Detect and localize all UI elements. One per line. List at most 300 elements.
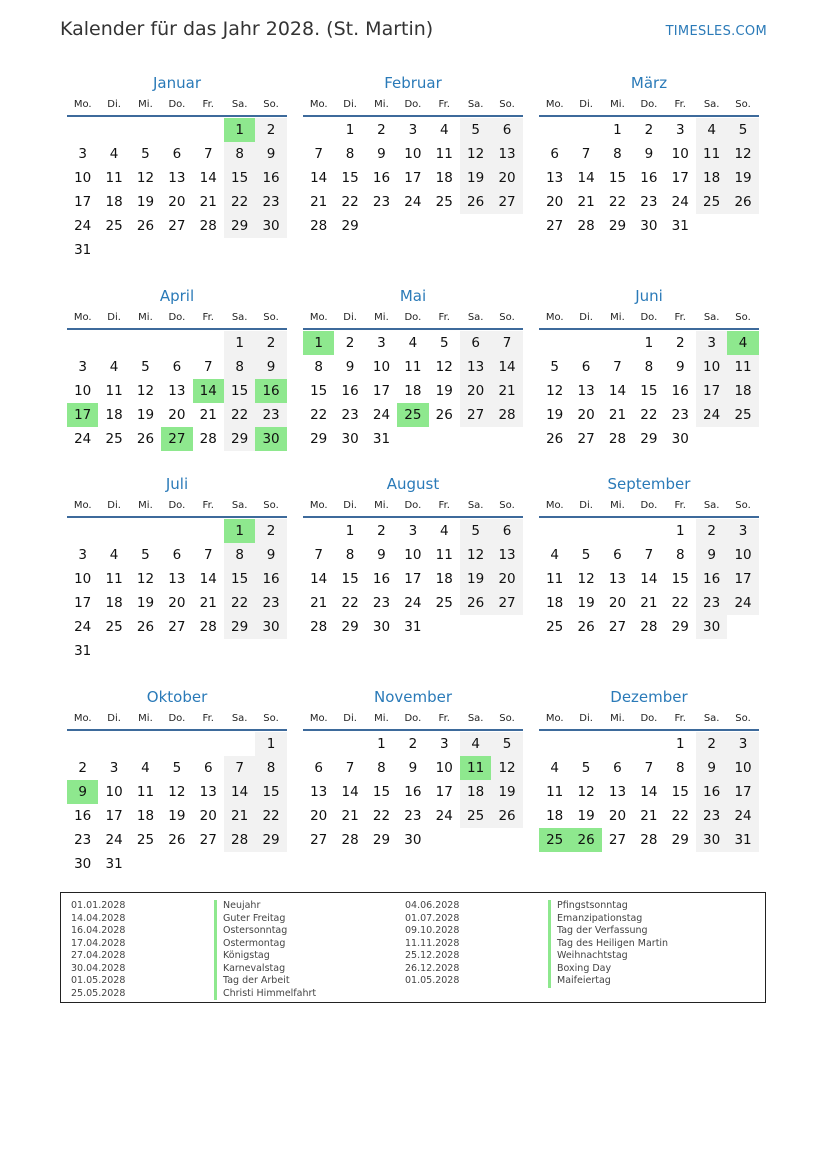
month-block xyxy=(539,72,759,238)
day-cell: 18 xyxy=(105,595,123,611)
day-cell: 8 xyxy=(675,760,685,776)
day-cell: 30 xyxy=(372,619,391,635)
day-cell: 23 xyxy=(696,804,727,828)
day-cell: 22 xyxy=(608,194,627,210)
weekday-label: Di. xyxy=(343,98,357,110)
weekday-header xyxy=(67,708,287,728)
day-cell: 31 xyxy=(404,619,422,635)
holiday-date: 17.04.2028 xyxy=(71,937,126,949)
day-cell: 21 xyxy=(199,407,217,423)
day-cell: 8 xyxy=(224,543,255,567)
weekday-label: Sa. xyxy=(703,98,720,110)
day-grid xyxy=(67,732,287,876)
day-cell: 21 xyxy=(640,595,658,611)
day-cell: 7 xyxy=(203,146,213,162)
header-divider xyxy=(67,115,287,117)
day-cell: 26 xyxy=(460,190,491,214)
weekday-label: Mi. xyxy=(374,712,389,724)
day-cell: 9 xyxy=(67,780,98,804)
day-cell: 14 xyxy=(577,170,595,186)
day-cell: 24 xyxy=(727,804,758,828)
holiday-name: Maifeiertag xyxy=(548,975,668,988)
day-cell: 1 xyxy=(675,523,685,539)
day-cell: 3 xyxy=(109,760,119,776)
day-cell: 17 xyxy=(671,170,689,186)
day-cell: 1 xyxy=(345,523,355,539)
day-cell: 21 xyxy=(341,808,359,824)
day-cell: 14 xyxy=(199,170,217,186)
holiday-date: 25.05.2028 xyxy=(71,987,126,999)
holiday-name: Christi Himmelfahrt xyxy=(214,988,316,1001)
day-grid xyxy=(303,519,523,639)
empty-cell xyxy=(633,519,664,543)
day-cell: 17 xyxy=(372,383,391,399)
day-cell: 21 xyxy=(608,407,627,423)
day-cell: 5 xyxy=(550,359,559,375)
day-cell: 11 xyxy=(136,784,155,800)
day-cell: 1 xyxy=(675,736,685,752)
day-cell: 28 xyxy=(199,218,217,234)
day-cell: 2 xyxy=(255,118,286,142)
day-cell: 8 xyxy=(224,142,255,166)
day-cell: 12 xyxy=(727,142,758,166)
day-cell: 10 xyxy=(74,170,92,186)
month-name: Mai xyxy=(399,287,427,305)
weekday-label: Fr. xyxy=(438,499,450,511)
weekday-label: Sa. xyxy=(467,712,484,724)
day-cell: 9 xyxy=(644,146,654,162)
day-cell: 5 xyxy=(491,732,522,756)
weekday-label: So. xyxy=(499,712,515,724)
day-cell: 8 xyxy=(644,359,654,375)
day-cell: 17 xyxy=(696,379,727,403)
day-cell: 12 xyxy=(136,571,155,587)
day-cell: 9 xyxy=(255,142,286,166)
weekday-header xyxy=(539,307,759,327)
month-name: November xyxy=(373,688,453,706)
month-block xyxy=(303,473,523,639)
day-cell: 22 xyxy=(255,804,286,828)
holiday-date: 11.11.2028 xyxy=(405,937,460,949)
holiday-date: 01.01.2028 xyxy=(71,900,126,911)
day-cell: 11 xyxy=(696,142,727,166)
day-cell: 23 xyxy=(74,832,92,848)
holiday-name: Ostermontag xyxy=(214,938,316,951)
day-cell: 13 xyxy=(199,784,217,800)
day-cell: 25 xyxy=(435,595,453,611)
day-cell: 18 xyxy=(136,808,155,824)
day-cell: 19 xyxy=(168,808,186,824)
day-grid xyxy=(67,331,287,451)
empty-cell xyxy=(193,331,224,355)
holiday-date: 14.04.2028 xyxy=(71,912,126,924)
day-grid xyxy=(303,732,523,852)
day-cell: 23 xyxy=(372,194,391,210)
day-cell: 27 xyxy=(460,403,491,427)
day-cell: 7 xyxy=(491,331,522,355)
day-cell: 16 xyxy=(640,170,658,186)
weekday-label: So. xyxy=(735,499,751,511)
day-cell: 1 xyxy=(303,331,334,355)
day-cell: 20 xyxy=(168,194,186,210)
day-cell: 24 xyxy=(435,808,453,824)
day-cell: 20 xyxy=(577,407,595,423)
weekday-label: Mo. xyxy=(73,712,92,724)
day-cell: 10 xyxy=(435,760,453,776)
weekday-label: Sa. xyxy=(467,499,484,511)
month-name: April xyxy=(159,287,195,305)
weekday-label: Fr. xyxy=(674,712,686,724)
day-cell: 8 xyxy=(613,146,622,162)
day-cell: 30 xyxy=(404,832,422,848)
day-cell: 9 xyxy=(696,543,727,567)
weekday-label: Di. xyxy=(579,311,593,323)
day-cell: 10 xyxy=(404,547,422,563)
weekday-label: Do. xyxy=(168,98,186,110)
day-cell: 4 xyxy=(696,118,727,142)
weekday-label: Di. xyxy=(343,499,357,511)
day-cell: 28 xyxy=(577,218,595,234)
day-cell: 12 xyxy=(136,170,155,186)
day-cell: 10 xyxy=(671,146,689,162)
day-cell: 27 xyxy=(161,427,192,451)
day-cell: 15 xyxy=(224,166,255,190)
day-cell: 26 xyxy=(168,832,186,848)
day-cell: 2 xyxy=(345,335,355,351)
holiday-name: Tag des Heiligen Martin xyxy=(548,938,668,951)
day-cell: 8 xyxy=(377,760,386,776)
empty-cell xyxy=(602,732,633,756)
weekday-label: Fr. xyxy=(674,311,686,323)
day-cell: 23 xyxy=(671,407,689,423)
empty-cell xyxy=(161,331,192,355)
day-cell: 18 xyxy=(105,407,123,423)
day-cell: 31 xyxy=(671,218,689,234)
holiday-name: Tag der Arbeit xyxy=(214,975,316,988)
day-cell: 25 xyxy=(105,431,123,447)
day-cell: 30 xyxy=(671,431,689,447)
day-cell: 11 xyxy=(727,355,758,379)
day-cell: 24 xyxy=(74,431,92,447)
day-cell: 22 xyxy=(224,190,255,214)
day-cell: 15 xyxy=(224,567,255,591)
day-cell: 22 xyxy=(224,591,255,615)
empty-cell xyxy=(303,519,334,543)
month-name: Juni xyxy=(635,287,663,305)
day-cell: 2 xyxy=(675,335,685,351)
month-name: März xyxy=(630,74,668,92)
day-cell: 15 xyxy=(310,383,328,399)
empty-cell xyxy=(193,118,224,142)
month-block xyxy=(67,285,287,451)
day-cell: 6 xyxy=(172,547,182,563)
day-cell: 27 xyxy=(608,619,627,635)
day-cell: 19 xyxy=(727,166,758,190)
weekday-label: Fr. xyxy=(674,499,686,511)
weekday-label: Sa. xyxy=(231,311,248,323)
day-cell: 27 xyxy=(168,619,186,635)
day-cell: 16 xyxy=(372,170,391,186)
day-cell: 11 xyxy=(105,170,123,186)
day-cell: 28 xyxy=(310,218,328,234)
day-cell: 4 xyxy=(408,335,418,351)
holiday-name: Neujahr xyxy=(214,900,316,913)
empty-cell xyxy=(303,732,334,756)
weekday-label: Sa. xyxy=(703,499,720,511)
weekday-label: Di. xyxy=(107,311,121,323)
day-cell: 31 xyxy=(74,242,92,258)
weekday-label: Do. xyxy=(168,311,186,323)
weekday-label: So. xyxy=(499,499,515,511)
holiday-name: Karnevalstag xyxy=(214,963,316,976)
day-cell: 3 xyxy=(78,547,87,563)
holiday-date: 16.04.2028 xyxy=(71,925,126,936)
empty-cell xyxy=(67,519,98,543)
empty-cell xyxy=(539,519,570,543)
weekday-label: Di. xyxy=(579,98,593,110)
day-cell: 13 xyxy=(491,142,522,166)
day-cell: 27 xyxy=(608,832,627,848)
weekday-header xyxy=(303,495,523,515)
day-cell: 20 xyxy=(608,595,627,611)
empty-cell xyxy=(570,331,601,355)
empty-cell xyxy=(67,732,98,756)
day-cell: 29 xyxy=(671,619,689,635)
day-cell: 14 xyxy=(310,571,328,587)
header-divider xyxy=(539,516,759,518)
day-cell: 1 xyxy=(644,335,654,351)
day-cell: 23 xyxy=(372,595,391,611)
weekday-label: Fr. xyxy=(202,98,214,110)
day-cell: 3 xyxy=(675,122,685,138)
weekday-label: Do. xyxy=(404,98,422,110)
day-cell: 6 xyxy=(613,760,622,776)
day-cell: 2 xyxy=(696,732,727,756)
day-cell: 3 xyxy=(727,732,758,756)
day-cell: 5 xyxy=(460,519,491,543)
day-cell: 4 xyxy=(727,331,758,355)
day-cell: 19 xyxy=(460,166,491,190)
weekday-label: So. xyxy=(499,98,515,110)
day-cell: 25 xyxy=(105,619,123,635)
day-cell: 6 xyxy=(581,359,591,375)
day-cell: 25 xyxy=(696,190,727,214)
day-cell: 9 xyxy=(377,547,386,563)
weekday-label: So. xyxy=(263,499,279,511)
empty-cell xyxy=(602,331,633,355)
day-cell: 28 xyxy=(608,431,627,447)
month-name: August xyxy=(386,475,440,493)
day-cell: 15 xyxy=(608,170,627,186)
day-cell: 19 xyxy=(577,808,595,824)
day-cell: 30 xyxy=(640,218,658,234)
weekday-label: So. xyxy=(499,311,515,323)
weekday-label: Mi. xyxy=(374,311,389,323)
day-cell: 30 xyxy=(74,856,92,872)
day-cell: 2 xyxy=(644,122,654,138)
day-cell: 2 xyxy=(78,760,87,776)
day-cell: 24 xyxy=(696,403,727,427)
day-cell: 25 xyxy=(397,403,428,427)
day-cell: 7 xyxy=(224,756,255,780)
day-cell: 24 xyxy=(404,194,422,210)
empty-cell xyxy=(130,118,161,142)
weekday-label: Mi. xyxy=(610,499,625,511)
day-cell: 4 xyxy=(109,359,119,375)
day-cell: 29 xyxy=(224,427,255,451)
holiday-name: Boxing Day xyxy=(548,963,668,976)
day-cell: 17 xyxy=(727,780,758,804)
empty-cell xyxy=(193,732,224,756)
day-cell: 13 xyxy=(460,355,491,379)
empty-cell xyxy=(98,118,129,142)
weekday-label: Do. xyxy=(404,311,422,323)
day-cell: 15 xyxy=(255,780,286,804)
weekday-label: Mi. xyxy=(610,712,625,724)
day-cell: 12 xyxy=(460,142,491,166)
weekday-label: Di. xyxy=(579,712,593,724)
day-cell: 31 xyxy=(372,431,391,447)
day-cell: 15 xyxy=(224,379,255,403)
day-cell: 18 xyxy=(546,808,564,824)
weekday-label: Di. xyxy=(343,311,357,323)
month-block xyxy=(303,72,523,238)
day-cell: 31 xyxy=(727,828,758,852)
day-cell: 22 xyxy=(310,407,328,423)
brand-link[interactable]: TIMESLES.COM xyxy=(665,24,767,39)
day-cell: 26 xyxy=(491,804,522,828)
day-cell: 22 xyxy=(224,403,255,427)
weekday-label: Mi. xyxy=(138,311,153,323)
day-cell: 30 xyxy=(255,214,286,238)
empty-cell xyxy=(570,118,601,142)
day-cell: 13 xyxy=(546,170,564,186)
day-cell: 12 xyxy=(435,359,453,375)
weekday-header xyxy=(303,708,523,728)
day-cell: 8 xyxy=(314,359,323,375)
weekday-label: Mo. xyxy=(545,712,564,724)
day-cell: 7 xyxy=(644,760,654,776)
holiday-date: 01.05.2028 xyxy=(405,975,460,986)
day-cell: 17 xyxy=(404,170,422,186)
weekday-label: So. xyxy=(263,311,279,323)
day-cell: 13 xyxy=(491,543,522,567)
day-cell: 21 xyxy=(577,194,595,210)
day-cell: 5 xyxy=(460,118,491,142)
day-cell: 17 xyxy=(67,403,98,427)
day-cell: 7 xyxy=(314,146,323,162)
day-cell: 15 xyxy=(640,383,658,399)
holiday-dates-left xyxy=(71,900,125,1000)
day-cell: 29 xyxy=(341,218,359,234)
day-cell: 29 xyxy=(671,832,689,848)
weekday-label: Mo. xyxy=(545,98,564,110)
day-cell: 3 xyxy=(727,519,758,543)
holiday-date: 26.12.2028 xyxy=(405,962,460,974)
weekday-label: Sa. xyxy=(231,499,248,511)
holiday-name: Weihnachtstag xyxy=(548,950,668,963)
day-cell: 12 xyxy=(491,756,522,780)
day-cell: 27 xyxy=(491,190,522,214)
day-cell: 18 xyxy=(404,383,422,399)
day-cell: 15 xyxy=(671,571,689,587)
day-cell: 1 xyxy=(224,118,255,142)
weekday-header xyxy=(67,307,287,327)
weekday-header xyxy=(539,495,759,515)
day-cell: 3 xyxy=(377,335,386,351)
day-cell: 22 xyxy=(341,595,359,611)
day-cell: 9 xyxy=(255,355,286,379)
day-cell: 7 xyxy=(581,146,591,162)
header-divider xyxy=(539,328,759,330)
weekday-header xyxy=(303,307,523,327)
day-cell: 24 xyxy=(727,591,758,615)
day-cell: 4 xyxy=(460,732,491,756)
day-cell: 28 xyxy=(640,832,658,848)
day-cell: 6 xyxy=(491,519,522,543)
day-cell: 24 xyxy=(74,619,92,635)
weekday-label: Di. xyxy=(107,712,121,724)
day-cell: 30 xyxy=(696,828,727,852)
day-cell: 23 xyxy=(255,403,286,427)
day-cell: 2 xyxy=(408,736,418,752)
weekday-label: Fr. xyxy=(438,98,450,110)
day-cell: 29 xyxy=(341,619,359,635)
day-cell: 14 xyxy=(491,355,522,379)
day-cell: 22 xyxy=(640,407,658,423)
day-cell: 28 xyxy=(310,619,328,635)
day-cell: 23 xyxy=(255,591,286,615)
day-cell: 14 xyxy=(310,170,328,186)
month-block xyxy=(67,473,287,663)
day-cell: 19 xyxy=(491,780,522,804)
weekday-label: So. xyxy=(263,712,279,724)
day-cell: 9 xyxy=(408,760,418,776)
day-cell: 23 xyxy=(696,591,727,615)
day-cell: 15 xyxy=(341,170,359,186)
weekday-label: Fr. xyxy=(438,712,450,724)
day-cell: 20 xyxy=(491,567,522,591)
day-cell: 5 xyxy=(581,760,591,776)
month-name: Dezember xyxy=(610,688,688,706)
day-cell: 5 xyxy=(141,146,150,162)
day-grid xyxy=(539,331,759,451)
weekday-label: Do. xyxy=(640,311,658,323)
day-cell: 4 xyxy=(109,146,119,162)
empty-cell xyxy=(224,732,255,756)
day-cell: 28 xyxy=(640,619,658,635)
day-cell: 19 xyxy=(136,194,155,210)
day-cell: 29 xyxy=(608,218,627,234)
day-cell: 10 xyxy=(727,543,758,567)
day-cell: 23 xyxy=(640,194,658,210)
holiday-names-right xyxy=(548,900,668,988)
day-cell: 9 xyxy=(345,359,355,375)
day-cell: 5 xyxy=(141,547,150,563)
day-cell: 26 xyxy=(460,591,491,615)
weekday-label: Do. xyxy=(640,712,658,724)
weekday-label: Mo. xyxy=(73,98,92,110)
month-block xyxy=(539,686,759,852)
header-divider xyxy=(303,516,523,518)
empty-cell xyxy=(67,331,98,355)
day-cell: 19 xyxy=(136,595,155,611)
header-divider xyxy=(539,729,759,731)
day-cell: 28 xyxy=(491,403,522,427)
day-cell: 20 xyxy=(608,808,627,824)
day-cell: 11 xyxy=(105,383,123,399)
day-cell: 11 xyxy=(546,784,564,800)
